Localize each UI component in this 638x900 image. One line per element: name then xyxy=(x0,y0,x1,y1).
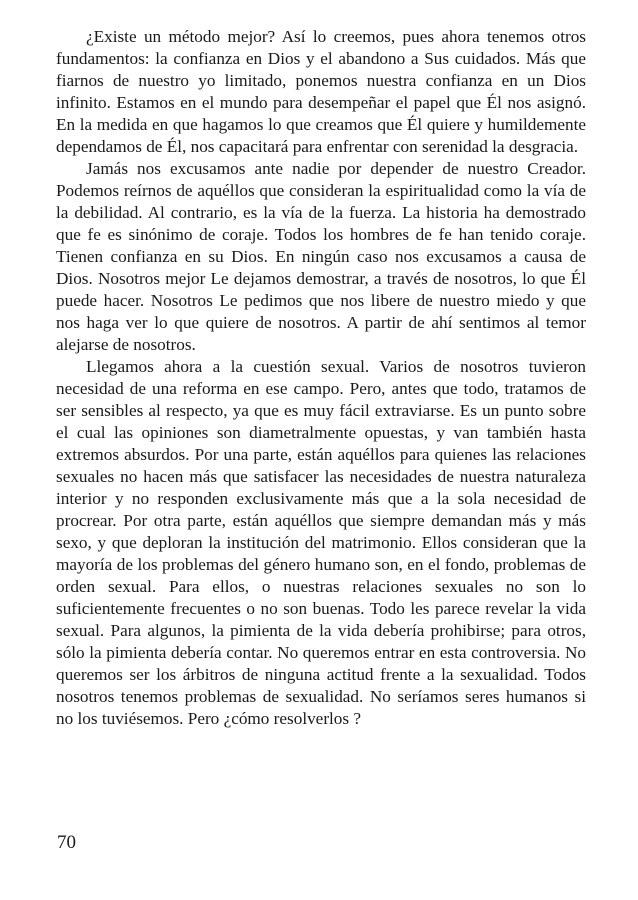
page-number: 70 xyxy=(57,832,76,853)
paragraph-2: Jamás nos excusamos ante nadie por depender de nuestro Creador. Podemos reírnos de aquéllos que consideran la espiritualidad como la vía de la debilidad. Al contrario, es la vía de la fuerza. La historia ha demostrado que fe es sinónimo de coraje. Todos los hombres de fe han tenido coraje. Tienen confianza en su Dios. En ningún caso nos excusamos a causa de Dios. Nosotros mejor Le dejamos demostrar, a través de nosotros, lo que Él puede hacer. Nosotros Le pedimos que nos libere de nuestro miedo y que nos haga ver lo que quiere de nosotros. A partir de ahí sentimos al temor alejarse de nosotros. xyxy=(56,159,586,354)
page-body xyxy=(56,26,586,730)
paragraph-3: Llegamos ahora a la cuestión sexual. Varios de nosotros tuvieron necesidad de una reforma en ese campo. Pero, antes que todo, tratamos de ser sensibles al respecto, ya que es muy fácil extraviarse. Es un punto sobre el cual las opiniones son diametralmente opuestas, y van también hasta extremos absurdos. Por una parte, están aquéllos para quienes las relaciones sexuales no hacen más que satisfacer las necesidades de nuestra naturaleza interior y no responden exclusivamente más que a la sola necesidad de procrear. Por otra parte, están aquéllos que siempre demandan más y más sexo, y que deploran la institución del matrimonio. Ellos consideran que la mayoría de los problemas del género humano son, en el fondo, problemas de orden sexual. Para ellos, o nuestras relaciones sexuales no son lo suficientemente frecuentes o no son buenas. Todo les parece revelar la vida sexual. Para algunos, la pimienta de la vida debería prohibirse; para otros, sólo la pimienta debería contar. No queremos entrar en esta controversia. No queremos ser los árbitros de ninguna actitud frente a la sexualidad. Todos nosotros tenemos problemas de sexualidad. No seríamos seres humanos si no los tuviésemos. Pero ¿cómo resolverlos ? xyxy=(56,357,586,728)
paragraph-1: ¿Existe un método mejor? Así lo creemos, pues ahora tenemos otros fundamentos: la confianza en Dios y el abandono a Sus cuidados. Más que fiarnos de nuestro yo limitado, ponemos nuestra confianza en un Dios infinito. Estamos en el mundo para desempeñar el papel que Él nos asignó. En la medida en que hagamos lo que creamos que Él quiere y humildemente dependamos de Él, nos capacitará para enfrentar con serenidad la desgracia. xyxy=(56,27,586,156)
